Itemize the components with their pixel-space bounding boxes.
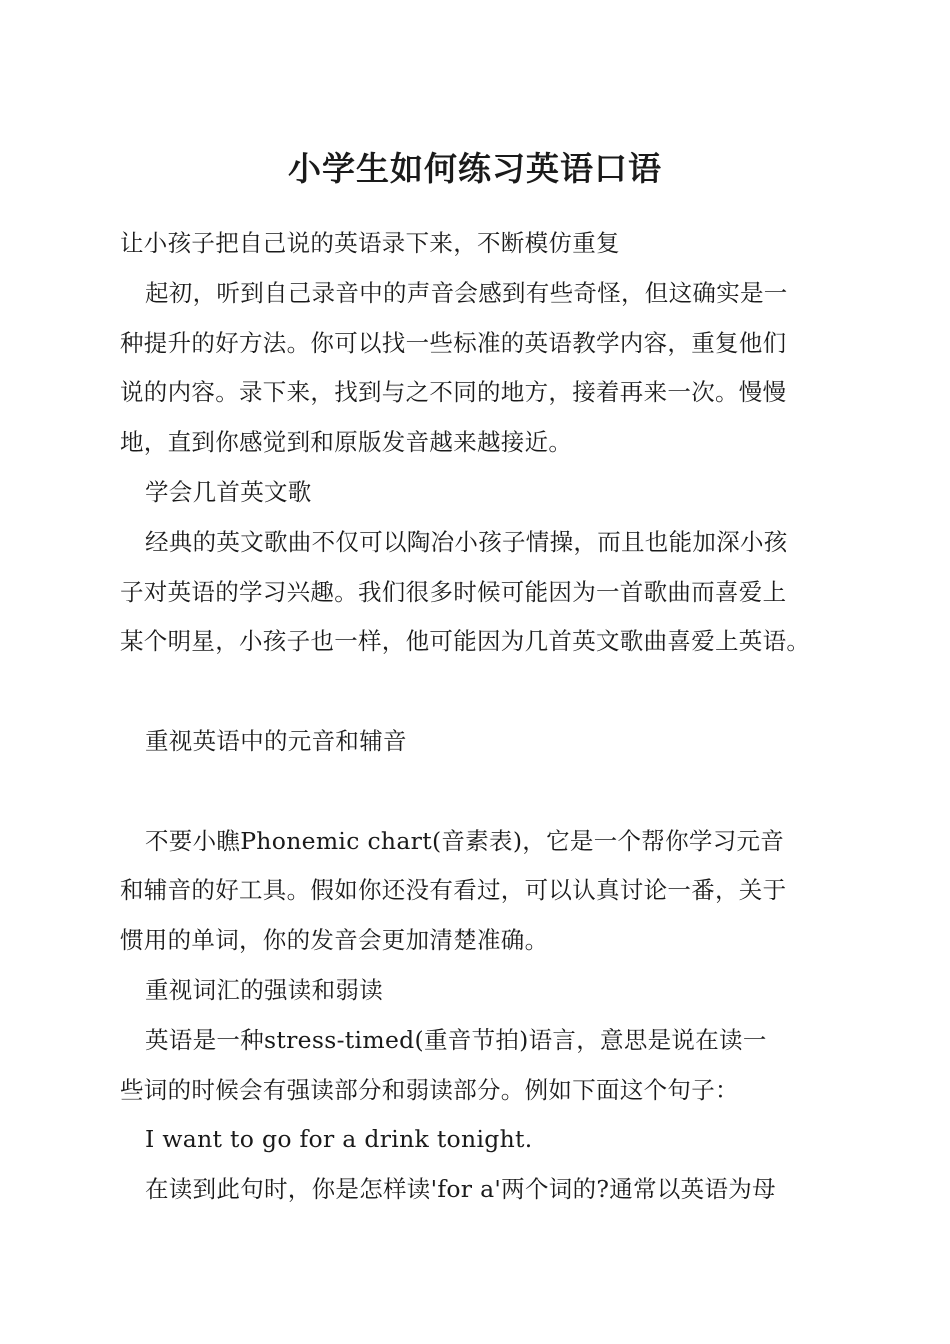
paragraph-line: 子对英语的学习兴趣。我们很多时候可能因为一首歌曲而喜爱上 [120,578,787,606]
paragraph-line: 某个明星，小孩子也一样，他可能因为几首英文歌曲喜爱上英语。 [120,627,811,655]
paragraph-line: 不要小瞧Phonemic chart(音素表)，它是一个帮你学习元音 [145,827,785,855]
paragraph-line: 起初，听到自己录音中的声音会感到有些奇怪，但这确实是一 [145,279,788,307]
paragraph-line: 在读到此句时，你是怎样读'for a'两个词的?通常以英语为母 [145,1175,776,1203]
paragraph-line: 地，直到你感觉到和原版发音越来越接近。 [120,428,573,456]
paragraph-line: 经典的英文歌曲不仅可以陶冶小孩子情操，而且也能加深小孩 [145,528,788,556]
paragraph-line: 让小孩子把自己说的英语录下来，不断模仿重复 [120,229,620,257]
paragraph-line: 种提升的好方法。你可以找一些标准的英语教学内容，重复他们 [120,329,787,357]
section-heading: 重视英语中的元音和辅音 [145,727,407,755]
paragraph-line: 和辅音的好工具。假如你还没有看过，可以认真讨论一番，关于 [120,876,787,904]
section-heading: 学会几首英文歌 [145,478,312,506]
paragraph-line: 英语是一种stress-timed(重音节拍)语言，意思是说在读一 [145,1026,767,1054]
paragraph-line: 说的内容。录下来，找到与之不同的地方，接着再来一次。慢慢 [120,378,787,406]
paragraph-line: 些词的时候会有强读部分和弱读部分。例如下面这个句子： [120,1076,739,1104]
paragraph-line: 惯用的单词，你的发音会更加清楚准确。 [120,926,549,954]
example-sentence: I want to go for a drink tonight. [145,1125,533,1153]
section-heading: 重视词汇的强读和弱读 [145,976,383,1004]
document-title: 小学生如何练习英语口语 [288,149,662,188]
